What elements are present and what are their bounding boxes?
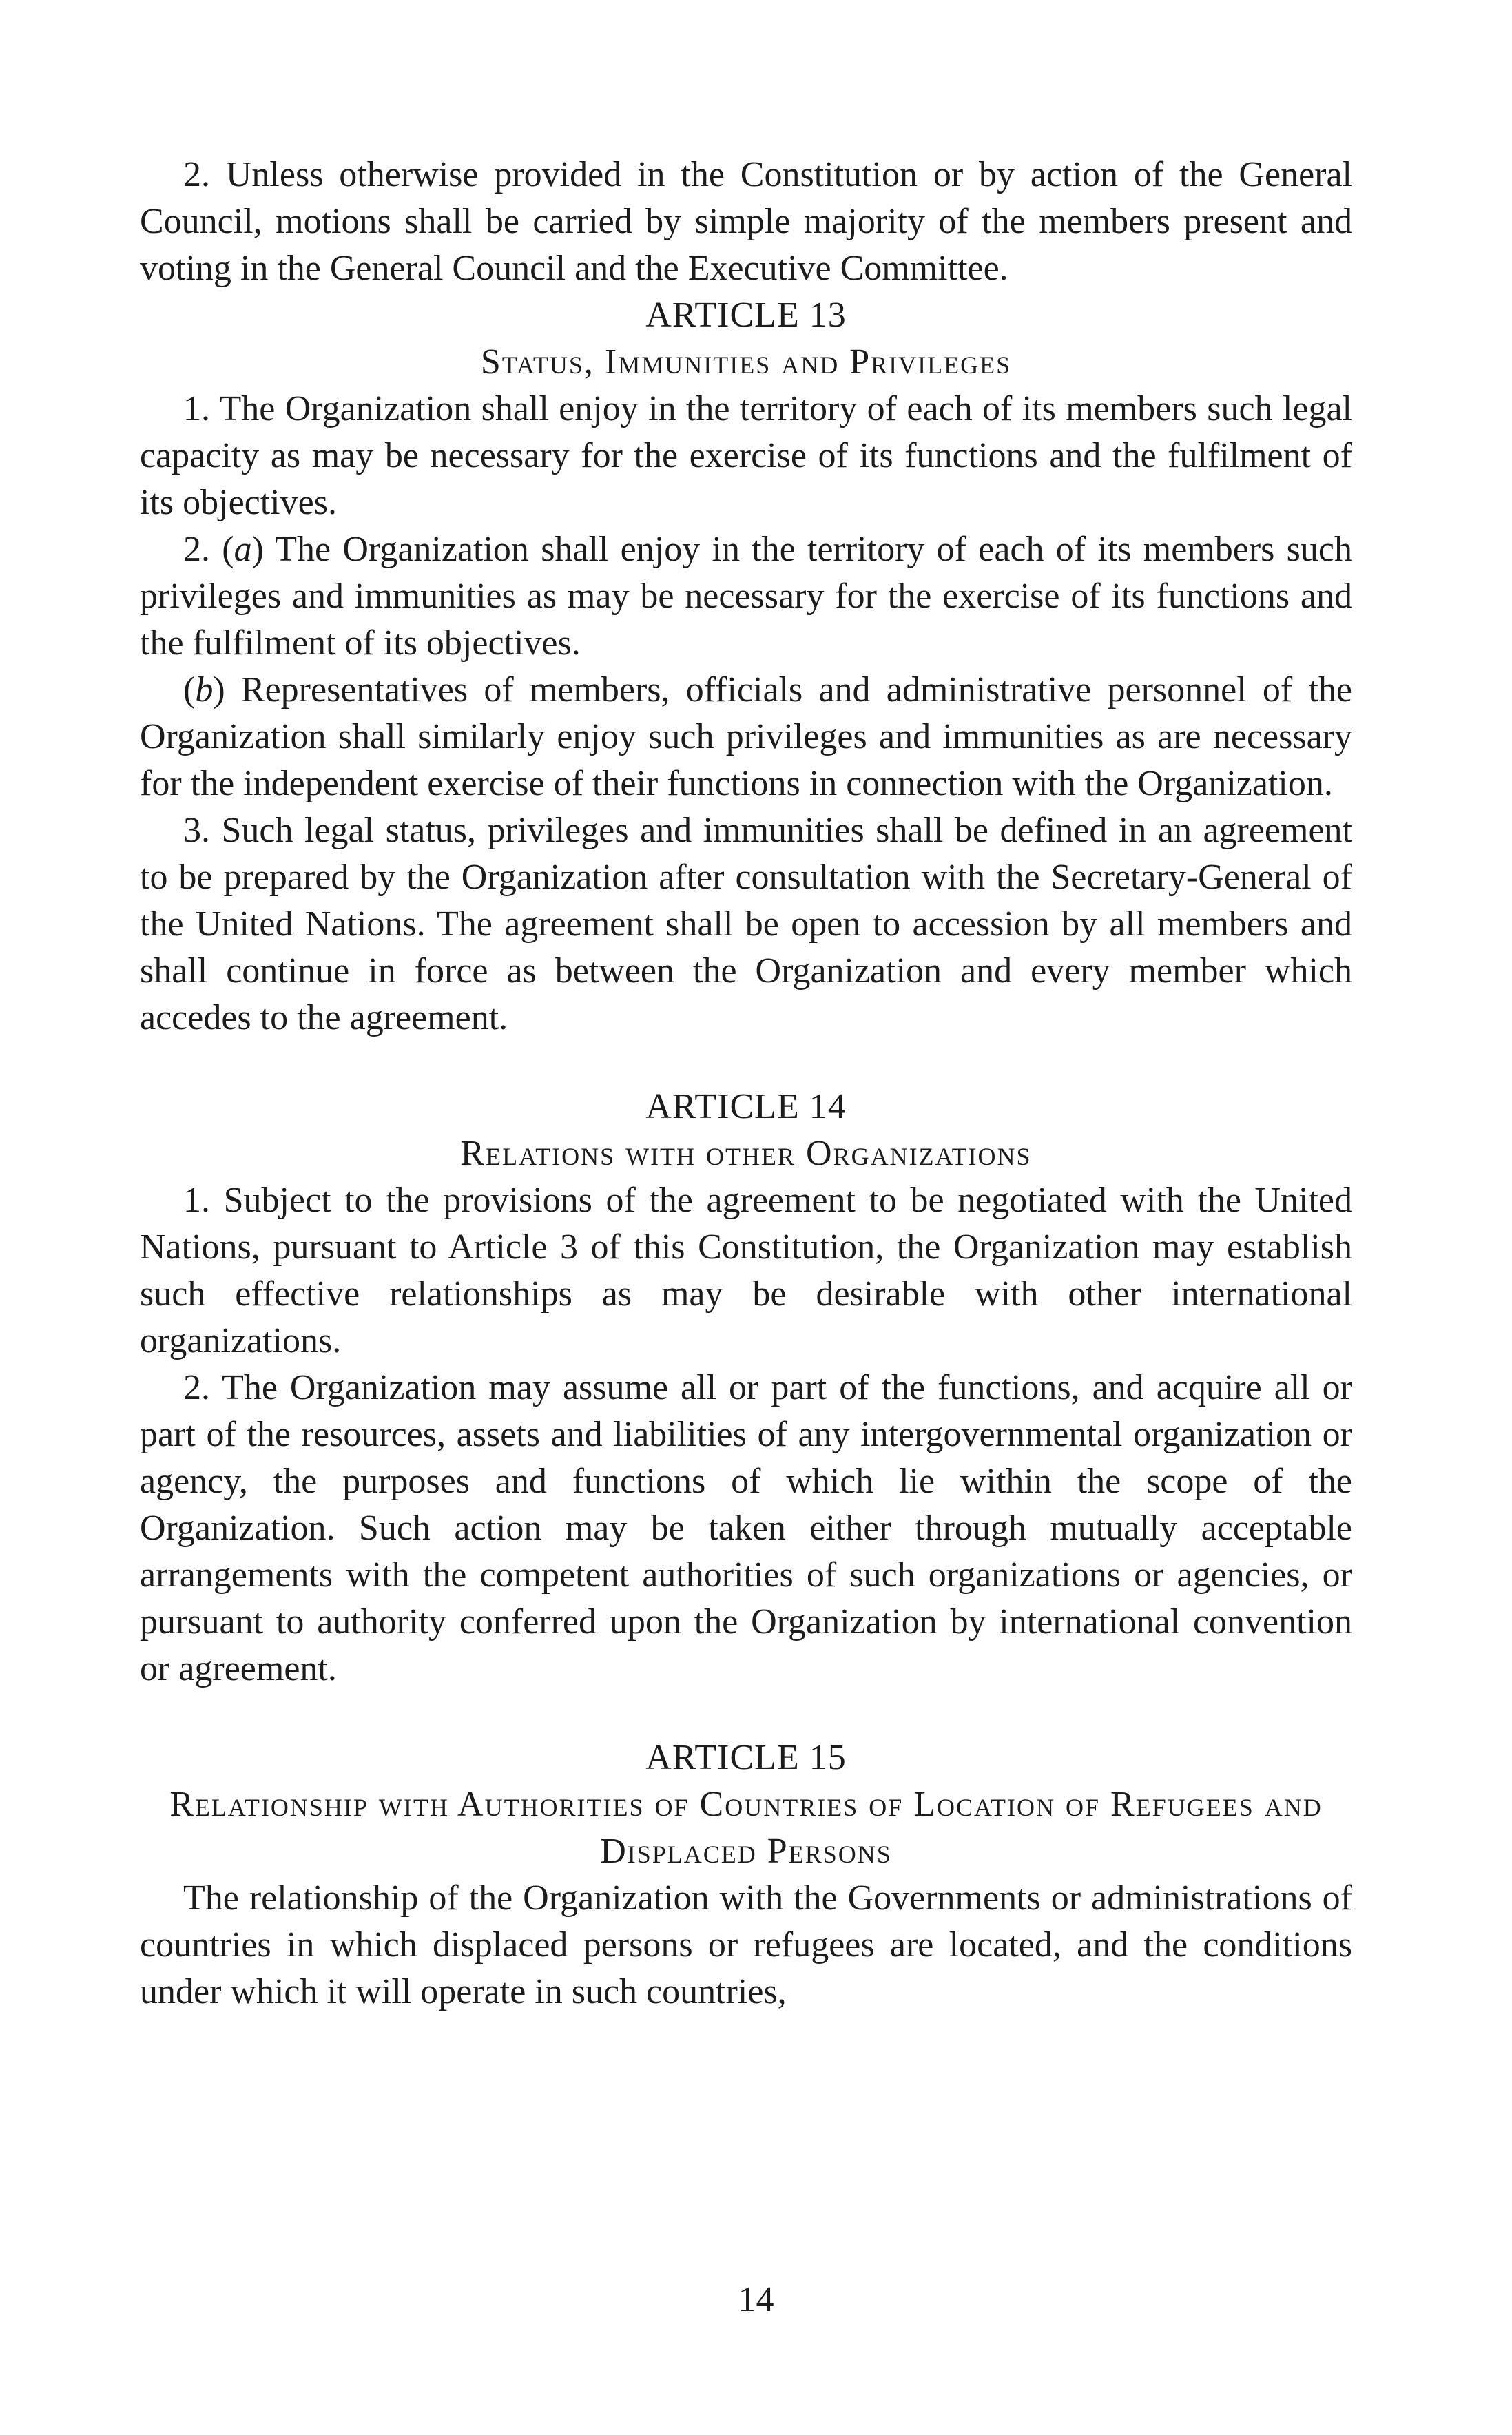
- paragraph: The relationship of the Organization with the Governments or administrations of countries in which displaced persons or refugees are located, and the conditions under which it will operate in such countries,: [140, 1878, 1352, 2011]
- article-heading: ARTICLE 13: [645, 296, 847, 335]
- clause-number: 2.: [183, 530, 222, 569]
- article-heading: ARTICLE 14: [645, 1087, 847, 1126]
- page-number: 14: [738, 2280, 774, 2319]
- clause-label: (b): [183, 670, 225, 709]
- document-page: [140, 152, 1352, 2016]
- paragraph: 1. Subject to the provisions of the agreement to be negotiated with the United Nations, pursuant to Article 3 of this Constitution, the Organization may establish such effective relationships as may be desirable with other international organizations.: [140, 1181, 1352, 1360]
- article-15: [140, 1734, 1352, 2016]
- paragraph: 2. Unless otherwise provided in the Constitution or by action of the General Council, motions shall be carried by simple majority of the members present and voting in the General Council and the Executive Committee.: [140, 155, 1352, 288]
- article-title: Relationship with Authorities of Countries of Location of Refugees and Displaced Persons: [169, 1785, 1323, 1871]
- paragraph: 3. Such legal status, privileges and immunities shall be defined in an agreement to be prepared by the Organization after consultation with the Secretary-General of the United Nations. The agreement shall be open to accession by all members and shall continue in force as between the Organization and every member which accedes to the agreement.: [140, 811, 1352, 1037]
- clause-label: (a): [222, 530, 264, 569]
- paragraph: [140, 667, 1352, 807]
- clause-text: Representatives of members, officials and administrative personnel of the Organization shall similarly enjoy such privileges and immunities as are necessary for the independent exercise of their functions in connection with the Organization.: [140, 670, 1352, 803]
- paragraph: [140, 526, 1352, 667]
- paragraph: 2. The Organization may assume all or part of the functions, and acquire all or part of the resources, assets and liabilities of any intergovernmental organization or agency, the purposes and functions of which lie within the scope of the Organization. Such action may be taken either through mutually acceptable arrangements with the competent authorities of such organizations or agencies, or pursuant to authority conferred upon the Organization by international convention or agreement.: [140, 1368, 1352, 1688]
- article-13: [140, 292, 1352, 1042]
- article-heading: ARTICLE 15: [645, 1738, 847, 1777]
- paragraph: 1. The Organization shall enjoy in the territory of each of its members such legal capacity as may be necessary for the exercise of its functions and the fulfilment of its objectives.: [140, 389, 1352, 522]
- clause-text: The Organization shall enjoy in the territory of each of its members such privileges and immunities as may be necessary for the exercise of its functions and the fulfilment of its objectives.: [140, 530, 1352, 663]
- article-title: Relations with other Organizations: [460, 1134, 1032, 1173]
- article-14: [140, 1084, 1352, 1692]
- article-title: Status, Immunities and Privileges: [480, 342, 1012, 382]
